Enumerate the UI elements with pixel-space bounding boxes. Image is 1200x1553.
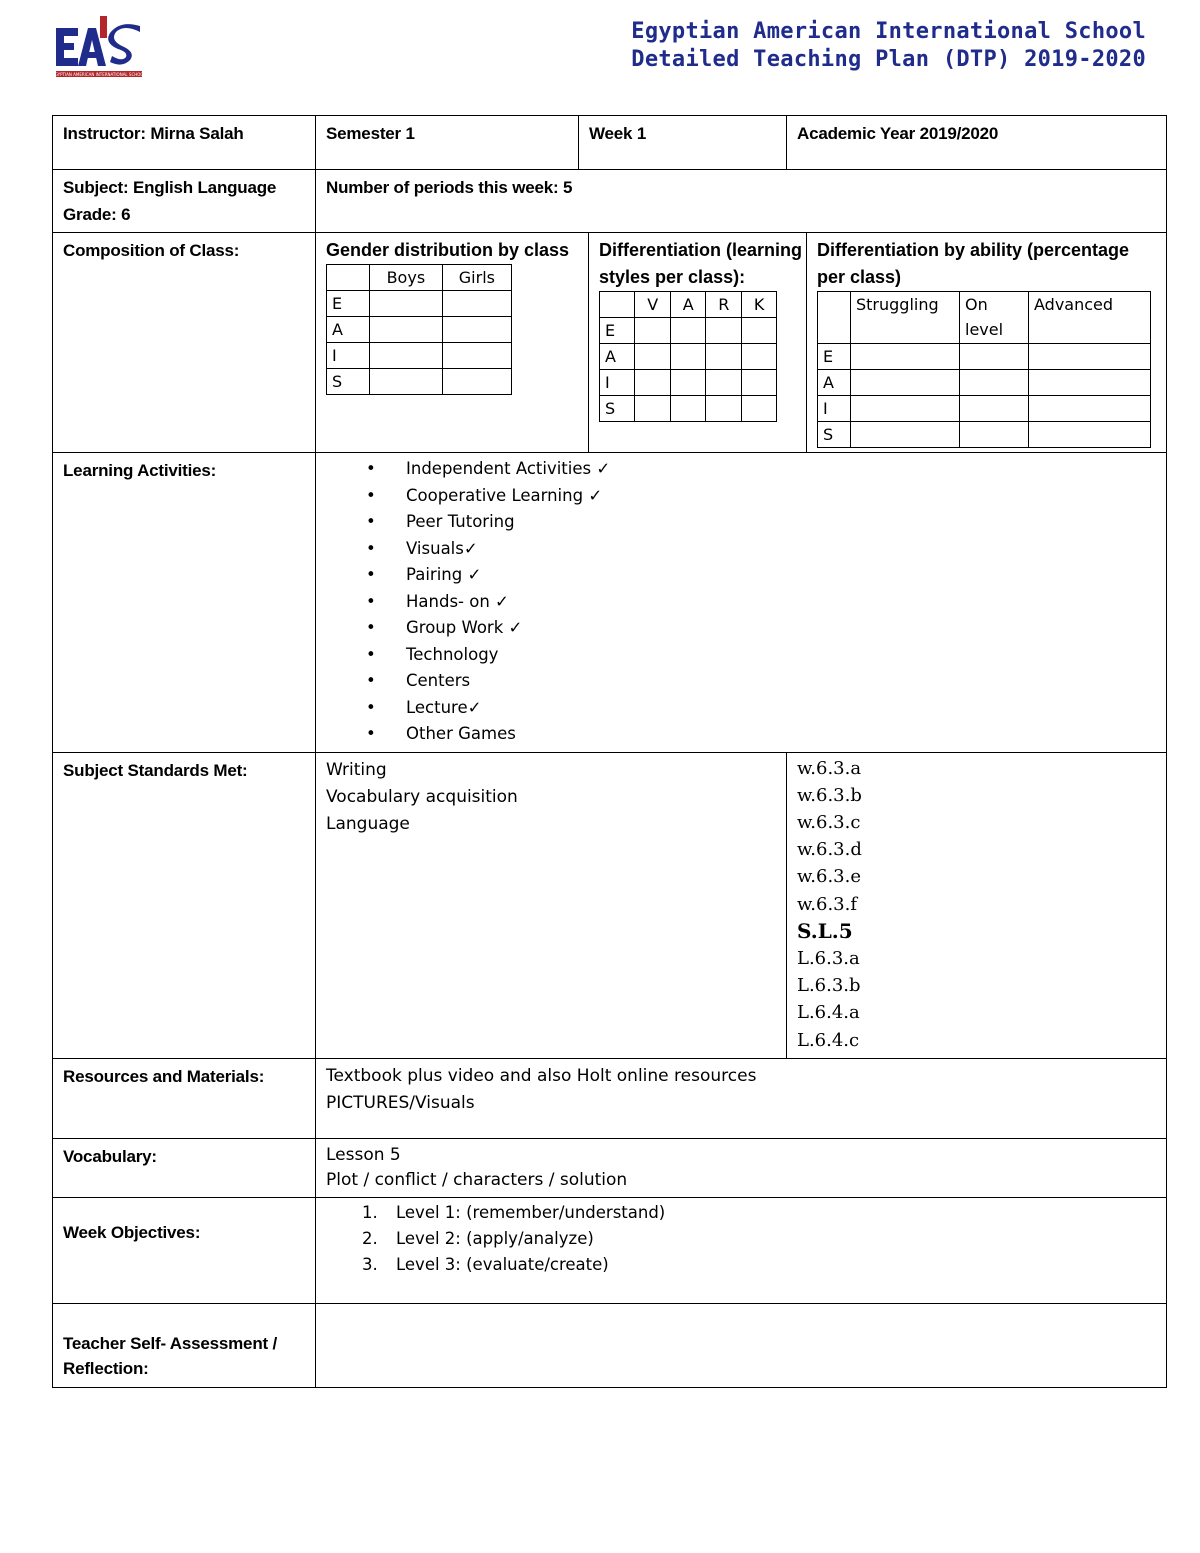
input-cell[interactable] xyxy=(1029,370,1151,396)
logo-tagline: EGYPTIAN AMERICAN INTERNATIONAL SCHOOL xyxy=(54,72,144,77)
input-cell[interactable] xyxy=(742,344,777,370)
gender-header xyxy=(327,265,370,291)
objectives-list xyxy=(326,1200,1156,1278)
vocabulary-line: Lesson 5 xyxy=(326,1144,401,1165)
standard-code: L.6.3.a xyxy=(797,947,860,969)
styles-row-label: S xyxy=(600,396,635,422)
gender-row-label: S xyxy=(327,369,370,395)
input-cell[interactable] xyxy=(370,317,443,343)
vocabulary-label: Vocabulary: xyxy=(53,1138,316,1197)
standard-code: L.6.4.c xyxy=(797,1029,860,1051)
standard-code: w.6.3.e xyxy=(797,866,861,888)
standards-areas-cell xyxy=(316,752,787,1058)
input-cell[interactable] xyxy=(370,369,443,395)
input-cell[interactable] xyxy=(370,291,443,317)
input-cell[interactable] xyxy=(742,370,777,396)
learning-styles-table xyxy=(599,291,777,422)
input-cell[interactable] xyxy=(635,396,670,422)
grade-label: Grade: 6 xyxy=(63,205,131,224)
list-item: • Hands- on ✓ xyxy=(366,591,509,611)
standard-code: S.L.5 xyxy=(797,918,853,943)
list-item: • Technology xyxy=(366,644,499,664)
ability-header: On level xyxy=(960,292,1029,344)
composition-label: Composition of Class: xyxy=(53,233,316,453)
input-cell[interactable] xyxy=(960,344,1029,370)
ability-row-label: E xyxy=(818,344,851,370)
input-cell[interactable] xyxy=(442,343,511,369)
styles-header: R xyxy=(706,292,742,318)
input-cell[interactable] xyxy=(442,369,511,395)
list-item: 1. Level 1: (remember/understand) xyxy=(362,1202,666,1222)
gender-row-label: I xyxy=(327,343,370,369)
ability-header: Struggling xyxy=(851,292,960,344)
input-cell[interactable] xyxy=(635,344,670,370)
styles-header: A xyxy=(670,292,705,318)
standard-area: Writing xyxy=(326,759,387,780)
list-item: • Centers xyxy=(366,671,471,690)
styles-row-label: I xyxy=(600,370,635,396)
input-cell[interactable] xyxy=(1029,396,1151,422)
ability-cell xyxy=(807,233,1167,453)
styles-header: K xyxy=(742,292,777,318)
input-cell[interactable] xyxy=(442,291,511,317)
standard-area: Vocabulary acquisition xyxy=(326,786,518,807)
input-cell[interactable] xyxy=(960,422,1029,448)
input-cell[interactable] xyxy=(706,318,742,344)
input-cell[interactable] xyxy=(1029,422,1151,448)
ability-row-label: S xyxy=(818,422,851,448)
ability-title: Differentiation by ability (percentage per class) xyxy=(817,240,1130,287)
input-cell[interactable] xyxy=(851,422,960,448)
input-cell[interactable] xyxy=(851,370,960,396)
standard-code: L.6.3.b xyxy=(797,975,861,997)
objectives-cell xyxy=(316,1197,1167,1303)
list-item: • Independent Activities ✓ xyxy=(366,459,611,478)
ability-row-label: I xyxy=(818,396,851,422)
reflection-label: Teacher Self- Assessment / Reflection: xyxy=(53,1303,316,1387)
week-cell: Week 1 xyxy=(579,116,787,170)
list-item: • Group Work ✓ xyxy=(366,618,523,637)
learning-styles-title: Differentiation (learning styles per class): xyxy=(599,240,803,287)
input-cell[interactable] xyxy=(635,370,670,396)
standard-code: w.6.3.d xyxy=(797,839,862,861)
semester-cell: Semester 1 xyxy=(316,116,579,170)
list-item: • Cooperative Learning ✓ xyxy=(366,485,603,505)
input-cell[interactable] xyxy=(670,344,705,370)
standards-codes-cell xyxy=(787,752,1167,1058)
input-cell[interactable] xyxy=(670,396,705,422)
gender-cell xyxy=(316,233,589,453)
ability-header xyxy=(818,292,851,344)
input-cell[interactable] xyxy=(960,370,1029,396)
ability-header: Advanced xyxy=(1029,292,1151,344)
standard-code: w.6.3.c xyxy=(797,811,861,833)
objectives-label: Week Objectives: xyxy=(53,1197,316,1303)
gender-title: Gender distribution by class xyxy=(326,240,570,260)
list-item: 2. Level 2: (apply/analyze) xyxy=(362,1228,594,1248)
list-item: • Peer Tutoring xyxy=(366,512,515,531)
activities-list xyxy=(326,456,1156,748)
ability-table xyxy=(817,291,1151,448)
list-item: • Other Games xyxy=(366,724,516,743)
ability-row-label: A xyxy=(818,370,851,396)
gender-header: Girls xyxy=(442,265,511,291)
input-cell[interactable] xyxy=(1029,344,1151,370)
periods-cell: Number of periods this week: 5 xyxy=(316,170,1167,233)
input-cell[interactable] xyxy=(670,370,705,396)
input-cell[interactable] xyxy=(670,318,705,344)
input-cell[interactable] xyxy=(706,370,742,396)
standard-area: Language xyxy=(326,813,410,834)
standard-code: w.6.3.b xyxy=(797,784,862,806)
input-cell[interactable] xyxy=(960,396,1029,422)
school-name: Egyptian American International School xyxy=(631,19,1146,44)
activities-cell xyxy=(316,453,1167,753)
subject-cell xyxy=(53,170,316,233)
subject-label: Subject: English Language xyxy=(63,178,277,197)
gender-row-label: E xyxy=(327,291,370,317)
list-item: • Lecture✓ xyxy=(366,697,482,717)
resource-line: PICTURES/Visuals xyxy=(326,1092,475,1113)
input-cell[interactable] xyxy=(370,343,443,369)
instructor-cell: Instructor: Mirna Salah xyxy=(53,116,316,170)
standard-code: L.6.4.a xyxy=(797,1002,860,1024)
resource-line: Textbook plus video and also Holt online resources xyxy=(326,1065,757,1086)
input-cell[interactable] xyxy=(742,318,777,344)
input-cell[interactable] xyxy=(706,344,742,370)
vocabulary-cell xyxy=(316,1138,1167,1197)
document-header xyxy=(631,18,1146,74)
styles-header: V xyxy=(635,292,670,318)
resources-cell xyxy=(316,1058,1167,1138)
activities-label: Learning Activities: xyxy=(53,453,316,753)
gender-row-label: A xyxy=(327,317,370,343)
input-cell[interactable] xyxy=(742,396,777,422)
school-logo xyxy=(54,14,144,82)
input-cell[interactable] xyxy=(851,344,960,370)
styles-header xyxy=(600,292,635,318)
input-cell[interactable] xyxy=(706,396,742,422)
standard-code: w.6.3.f xyxy=(797,893,858,915)
list-item: • Visuals✓ xyxy=(366,538,478,558)
gender-table xyxy=(326,264,512,395)
styles-row-label: A xyxy=(600,344,635,370)
standards-label: Subject Standards Met: xyxy=(53,752,316,1058)
standard-code: w.6.3.a xyxy=(797,757,862,779)
teaching-plan-table xyxy=(52,115,1167,1388)
list-item: 3. Level 3: (evaluate/create) xyxy=(362,1254,609,1274)
input-cell[interactable] xyxy=(635,318,670,344)
styles-row-label: E xyxy=(600,318,635,344)
reflection-cell[interactable] xyxy=(316,1303,1167,1387)
resources-label: Resources and Materials: xyxy=(53,1058,316,1138)
gender-header: Boys xyxy=(370,265,443,291)
vocabulary-line: Plot / conflict / characters / solution xyxy=(326,1169,628,1190)
input-cell[interactable] xyxy=(442,317,511,343)
list-item: • Pairing ✓ xyxy=(366,565,482,584)
input-cell[interactable] xyxy=(851,396,960,422)
academic-year-cell: Academic Year 2019/2020 xyxy=(787,116,1167,170)
plan-title: Detailed Teaching Plan (DTP) 2019-2020 xyxy=(631,47,1146,72)
learning-styles-cell xyxy=(589,233,807,453)
